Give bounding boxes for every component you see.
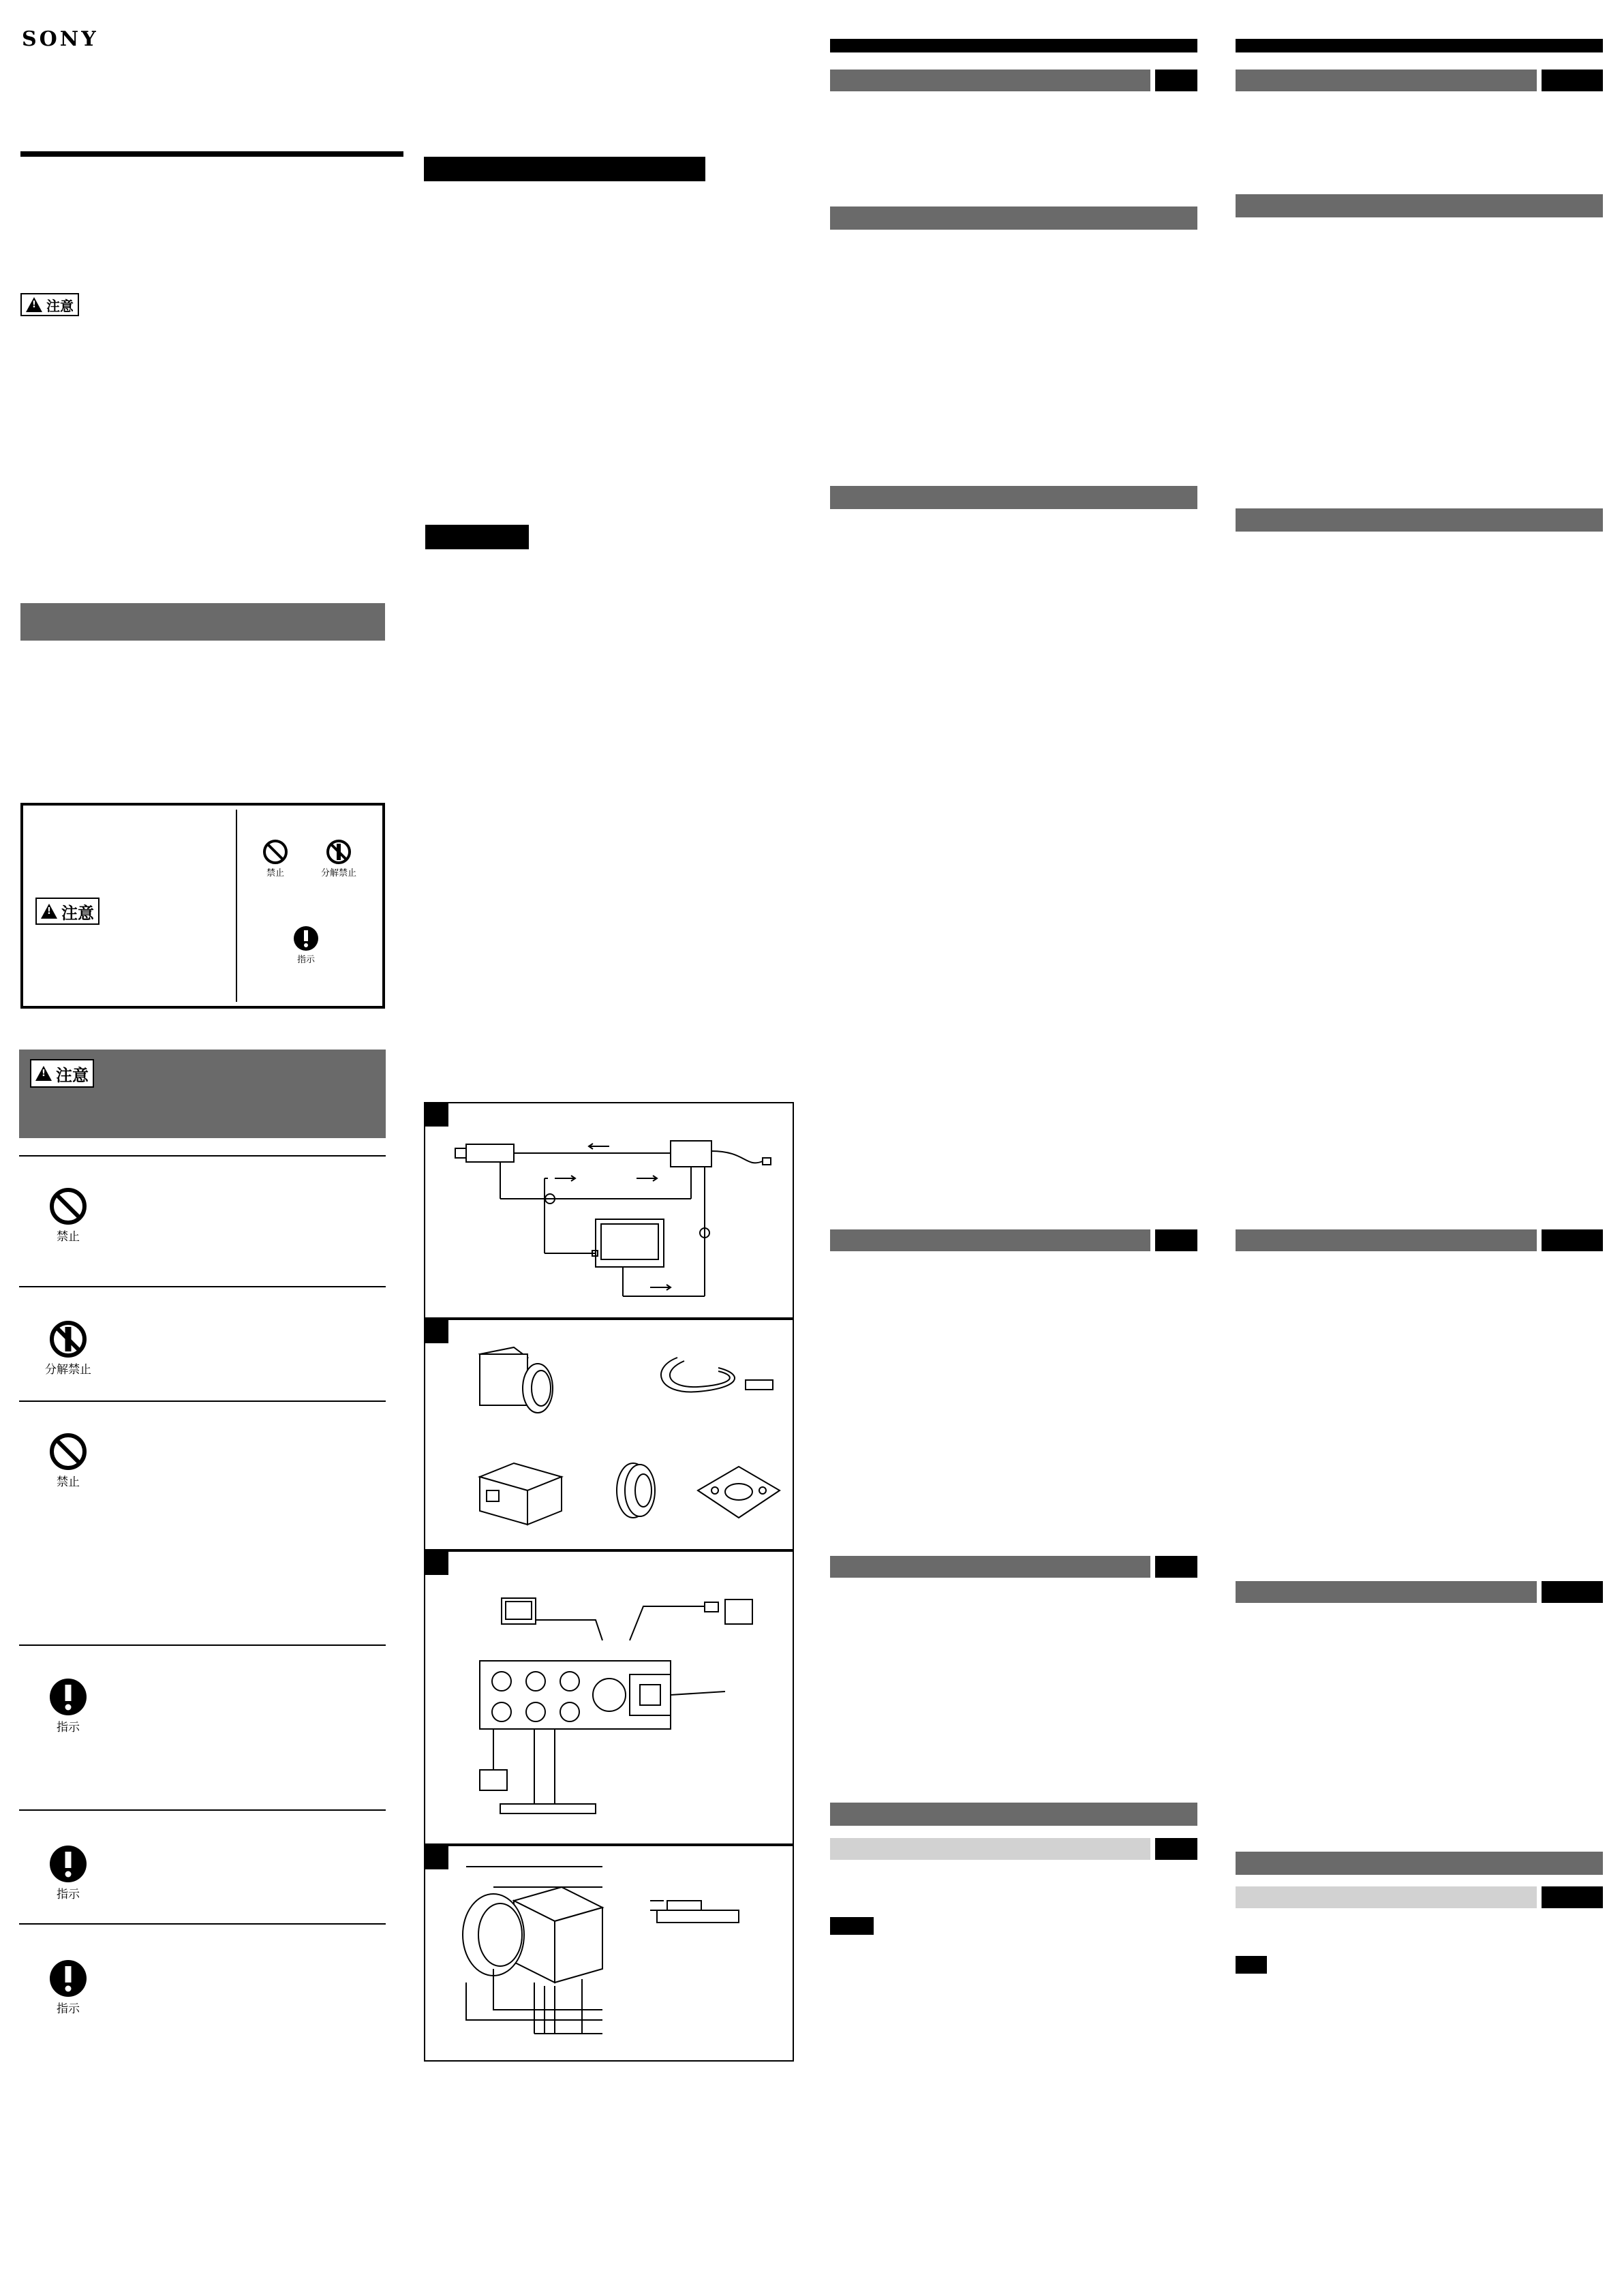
caution-badge-small [20,293,79,316]
col3-section-tag-5 [1155,1556,1197,1578]
warning-row-2 [37,1319,99,1377]
instruction-icon [48,1958,89,1999]
prohibit-icon [262,838,289,866]
figure-number-3 [425,1552,448,1575]
legend-instruction-label: 指示 [296,955,315,965]
caution-badge-label: 注意 [46,297,74,314]
legend-prohibit-label: 禁止 [266,868,284,878]
col4-section-header-2 [1236,194,1603,217]
col3-subsection-tag [1155,1838,1197,1860]
row-divider [19,1923,386,1925]
column2-title-bar [424,157,705,181]
col4-section-tag-4 [1542,1229,1603,1251]
camera-mounting-svg [425,1846,793,2060]
warning-row-1 [48,1186,89,1244]
warning-row-label: 分解禁止 [45,1363,91,1377]
caution-badge-label: 注意 [56,1065,89,1085]
row-divider [19,1400,386,1402]
figure-3-rear-panel [424,1550,794,1845]
legend-instruction [286,925,326,965]
col3-note-tag [830,1917,874,1935]
caution-badge-banner [30,1059,94,1088]
rear-panel-svg [425,1552,793,1843]
col4-section-tag-5 [1542,1581,1603,1603]
sony-logo: SONY [22,27,99,51]
figure-1-connection-diagram [424,1102,794,1319]
caution-badge-legend [35,898,99,925]
caution-banner [19,1050,386,1138]
col3-top-bar [830,39,1197,52]
warning-row-label: 指示 [57,1888,80,1901]
warning-row-5 [48,1843,89,1901]
figure-2-accessories [424,1319,794,1550]
warning-row-label: 禁止 [57,1475,80,1489]
figure-number-1 [425,1103,448,1127]
col3-section-header-6 [830,1803,1197,1826]
row-divider [19,1644,386,1646]
prohibit-icon [48,1186,89,1227]
col3-section-tag-1 [1155,70,1197,91]
col4-section-header-6 [1236,1852,1603,1875]
legend-no-disassembly [308,838,369,878]
warning-row-label: 指示 [57,1721,80,1734]
col3-section-header-2 [830,206,1197,230]
warning-row-label: 指示 [57,2002,80,2016]
legend-no-disassembly-label: 分解禁止 [320,868,356,878]
connection-diagram-svg [425,1103,793,1317]
accessories-svg [425,1320,793,1549]
col4-subsection-header [1236,1886,1537,1908]
col4-section-header-5 [1236,1581,1537,1603]
figure-number-2 [425,1320,448,1343]
col4-top-bar [1236,39,1603,52]
row-divider [19,1286,386,1287]
col4-subsection-tag [1542,1886,1603,1908]
warning-icon [41,904,57,919]
no-disassembly-icon [48,1319,89,1360]
row-divider [19,1155,386,1157]
column2-subheading-bar [425,525,529,549]
section-header-bar [20,603,385,641]
row-divider [19,1809,386,1811]
col3-section-header-5 [830,1556,1150,1578]
warning-row-3 [48,1431,89,1489]
prohibit-icon [48,1431,89,1472]
instruction-icon [48,1843,89,1884]
col4-note-tag [1236,1956,1267,1974]
col3-section-header-1 [830,70,1150,91]
col4-section-header-1 [1236,70,1537,91]
warning-icon [35,1066,52,1081]
warning-icon [26,297,42,312]
warning-row-4 [48,1677,89,1734]
figure-number-4 [425,1846,448,1869]
caution-badge-label: 注意 [61,903,94,923]
title-rule [20,151,403,157]
warning-row-label: 禁止 [57,1230,80,1244]
col3-subsection-header [830,1838,1150,1860]
instruction-icon [292,925,320,952]
col4-section-header-3 [1236,508,1603,532]
no-disassembly-icon [325,838,352,866]
legend-prohibit [255,838,296,878]
col3-section-tag-4 [1155,1229,1197,1251]
instruction-icon [48,1677,89,1717]
col4-section-tag-1 [1542,70,1603,91]
legend-divider [236,810,237,1002]
symbol-legend-box [20,803,385,1009]
col3-section-header-3 [830,486,1197,509]
col3-section-header-4 [830,1229,1150,1251]
col4-section-header-4 [1236,1229,1537,1251]
figure-4-camera-mounting [424,1845,794,2062]
warning-row-6 [48,1958,89,2016]
